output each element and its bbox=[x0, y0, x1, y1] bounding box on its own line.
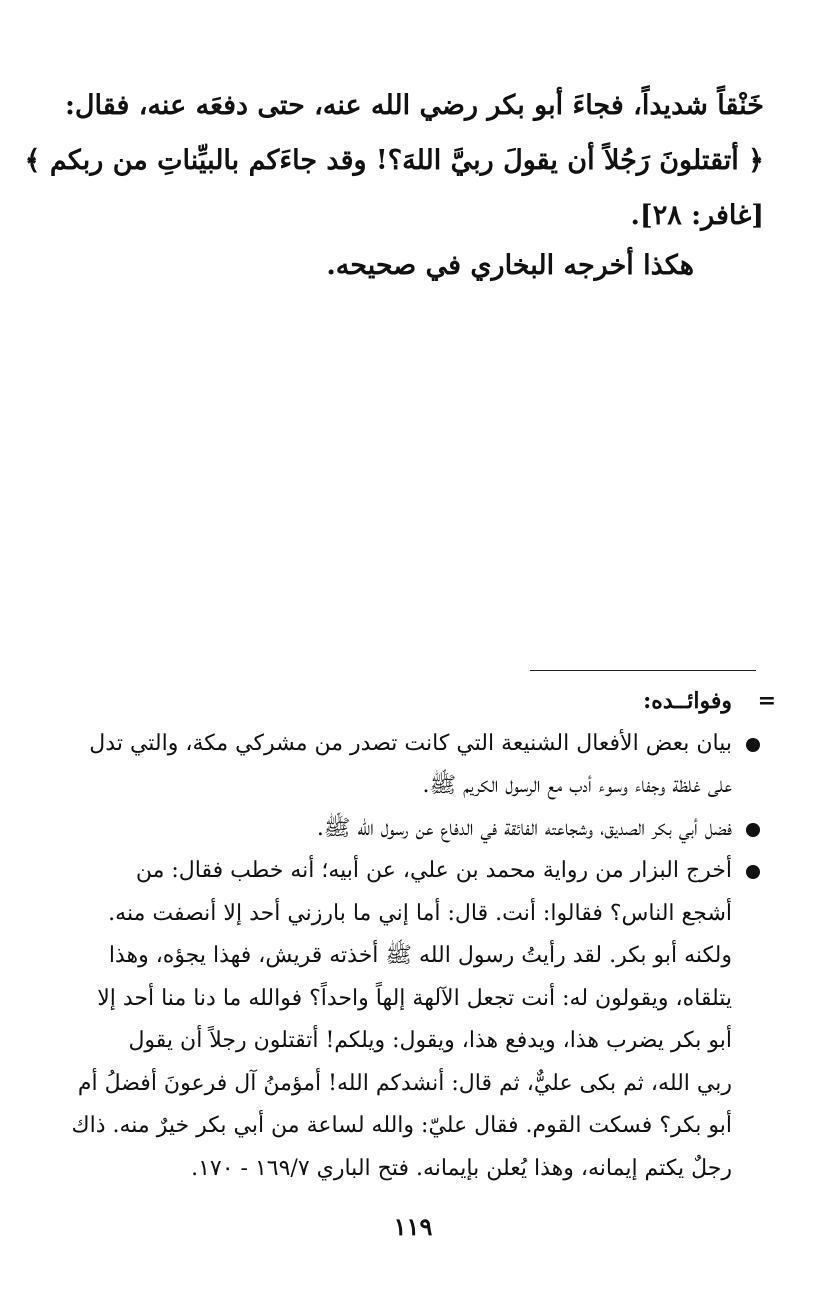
footnote-line: فضل أبي بكر الصديق، وشجاعته الفائقة في الدفاع عن رسول الله ﷺ. bbox=[316, 815, 732, 841]
bullet-icon bbox=[746, 865, 760, 879]
footnote-line: أبو بكر يضرب هذا، ويدفع هذا، ويقول: ويلكم! أتقتلون رجلاً أن يقول bbox=[128, 1028, 732, 1053]
closing-sentence: هكذا أخرجه البخاري في صحيحه. bbox=[326, 250, 694, 281]
footnote-line: أخرج البزار من رواية محمد بن علي، عن أبيه؛ أنه خطب فقال: من bbox=[135, 858, 732, 883]
footnote-line: أشجع الناس؟ فقالوا: أنت. قال: أما إني ما بارزني أحد إلا أنصفت منه. bbox=[108, 900, 732, 926]
bullet-icon bbox=[746, 738, 760, 752]
footnote-item bbox=[62, 723, 762, 808]
quran-open-bracket: ﴿ bbox=[748, 145, 764, 176]
quran-verse-line bbox=[24, 133, 764, 188]
quran-close-bracket: ﴾ bbox=[24, 145, 41, 176]
footnote-list bbox=[62, 723, 762, 1191]
verse-reference: [غافر: ٢٨]. bbox=[630, 200, 764, 231]
footnote-item bbox=[62, 850, 762, 1190]
footnotes bbox=[62, 680, 762, 1190]
footnote-line: ربي الله، ثم بكى عليٌّ، ثم قال: أنشدكم الله! أمؤمنُ آل فرعونَ أفضلُ أم bbox=[77, 1070, 732, 1096]
main-text bbox=[24, 78, 764, 243]
footnote-line: ولكنه أبو بكر. لقد رأيتُ رسول الله ﷺ أخذته قريش، فهذا يجؤه، وهذا bbox=[108, 943, 732, 968]
quran-verse: أتقتلونَ رَجُلاً أن يقولَ ربيَّ اللهَ؟! وقد جاءَكم بالبيِّناتِ من ربكم bbox=[49, 145, 739, 176]
main-line-1: خَنْقاً شديداً، فجاءَ أبو بكر رضي الله عنه، حتى دفعَه عنه، فقال: bbox=[64, 90, 764, 121]
footnote-line: بيان بعض الأفعال الشنيعة التي كانت تصدر من مشركي مكة، والتي تدل bbox=[89, 730, 732, 756]
footnote-line: أبو بكر؟ فسكت القوم. فقال عليّ: والله لساعة من أبي بكر خيرٌ منه. ذاك bbox=[71, 1113, 732, 1138]
footnotes-heading: وفوائــده: bbox=[643, 688, 732, 714]
separator-line bbox=[530, 670, 756, 671]
bullet-icon bbox=[746, 823, 760, 837]
continuation-marker: = bbox=[757, 688, 776, 714]
footnote-line: على غلظة وجفاء وسوء أدب مع الرسول الكريم ﷺ. bbox=[422, 773, 732, 798]
footnote-item bbox=[62, 808, 762, 851]
page-number: ١١٩ bbox=[393, 1212, 433, 1241]
footnote-line: يتلقاه، ويقولون له: أنت تجعل الآلهة إلهاً واحداً؟ فوالله ما دنا منا أحد إلا bbox=[97, 985, 732, 1011]
footnote-line: رجلٌ يكتم إيمانه، وهذا يُعلن بإيمانه. فتح الباري ١٦٩/٧ - ١٧٠. bbox=[191, 1155, 732, 1181]
